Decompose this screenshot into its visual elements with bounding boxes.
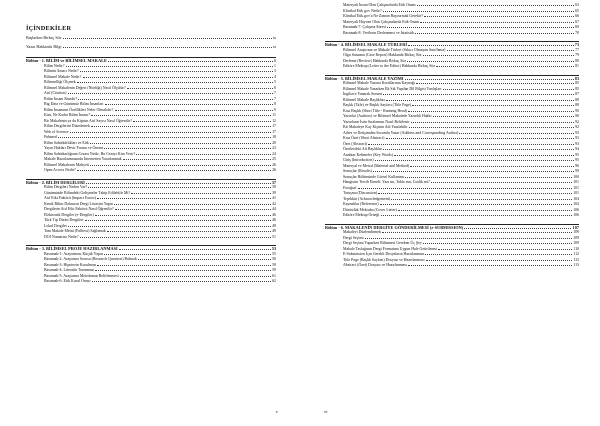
entry-title: Bilimsel Makale Nedir? [44,74,82,79]
dot-leader [386,138,574,139]
entry-title: Kim, Ne Kadar Bilim İnsanı? [44,113,90,117]
dot-leader [127,88,273,89]
dot-leader [394,155,574,156]
dot-leader [423,55,574,56]
entry-title: Big Data ve Günümüz Bilim İnsanları [44,102,104,106]
entry-page-number: 46 [272,212,276,217]
entry-title: Bilimsel Makalenin Maliyeti [44,162,89,167]
entry-title: Open Access Nedir? [44,168,76,172]
entry-title: Klinikal Etik gov Nedir? [343,8,382,13]
entry-title: Başlık (Title) ve Başlık Sayfası (Title Page) [343,103,412,107]
entry-page-number: 9 [274,107,276,112]
entry-page-number: 81 [575,64,579,68]
entry-page-number: 8 [274,102,276,106]
entry-page-number: 93 [575,136,579,140]
entry-title: Basamak-5: Araştırma Metodunun Belirlenmesi [44,273,119,278]
entry-page-number: 106 [573,207,579,212]
dot-leader [378,193,572,194]
entry-title: Klinikal Etik.gov'a Ne Zaman Başvurmak Gerekir? [343,14,424,18]
dot-leader [412,105,574,106]
entry-title: Basamak-3: Hipotezin Kurulması [44,262,97,267]
entry-title: Hangisini Tercih Etmeli: Yazı mı, Tablo mu, Grafik mi? [343,180,430,184]
entry-title: Bir Makaleye Kaç Kişinin Adı Yazılabilir [343,125,408,129]
dot-leader [104,148,271,149]
entry-page-number: 77 [575,47,579,52]
entry-title: Bölüm - 6. MAKALENİN DERGİYE GÖNDERİLMESİ (e-SUBMISSION) [325,224,464,230]
entry-title: Sonuçlar Bölümünde Görsel Kullanımı [343,174,405,179]
dot-leader [358,188,572,189]
dot-leader [464,228,571,229]
dot-leader [365,238,572,239]
entry-page-number: 96 [575,163,579,168]
entry-page-number: 6 [274,85,276,90]
dot-leader [115,110,273,111]
entry-page-number: 70 [575,30,579,35]
dot-leader [417,5,574,6]
dot-leader [416,83,574,84]
entry-page-number: 17 [272,124,276,128]
entry-title: Elektronik Dergiler (e-Dergiler) [44,212,94,217]
entry-page-number: 39 [272,190,276,195]
entry-title: Bilimsel Makale Yazarken İlk Sık Yapılan Dil Bilgisi Yanlışları [343,86,442,91]
dot-leader [138,259,271,260]
entry-page-number: 56 [272,257,276,261]
entry-page-number: 92 [575,125,579,129]
entry-title: Basamak-6: Etik Kurul Onayı [44,279,91,283]
dot-leader [58,137,271,138]
entry-page-number: 73 [574,42,579,47]
entry-page-number: 55 [272,251,276,256]
entry-page-number: 110 [573,246,579,251]
entry-title: Editöre Mektup (Letter to the Editor) Hakkında Birkaç Söz [343,64,436,68]
dot-leader [63,47,272,48]
entry-page-number: 95 [575,158,579,162]
dot-leader [133,121,271,122]
dot-leader [123,159,271,160]
entry-page-number: 93 [575,141,579,146]
dot-leader [391,199,572,200]
entry-title: Title Page (Başlık Sayfası) Dosyası ve Hazırlanması [343,257,425,262]
entry-title: Bilimin Amacı Nedir? [44,69,79,73]
entry-page-number: 48 [272,223,276,228]
dot-leader [383,94,574,95]
dot-leader [97,198,271,199]
entry-page-number: 79 [575,53,579,57]
dot-leader [410,166,574,167]
entry-title: Adres ve İletişimden Sorumlu Yazar (Address and Corresponding Author) [343,130,459,135]
dot-leader [68,226,271,227]
entry-page-number: 104 [573,196,579,201]
entry-page-number: 53 [271,246,276,251]
entry-page-number: 17 [272,129,276,134]
dot-leader [80,71,273,72]
entry-page-number: 99 [575,169,579,173]
entry-title: Basamak-2: Araştırma Sorusu (Research Question) Bulmak [44,257,137,261]
entry-title: Sonuçlar (Results) [343,169,372,173]
entry-page-number: 37 [271,179,276,185]
entry-title: Abstract (Özet) Dosyası ve Hazırlanması [343,263,407,267]
entry-title: Bilim İnsanı Kimdir? [44,96,78,101]
entry-page-number: 88 [575,97,579,102]
dot-leader [375,160,574,161]
entry-title: Yayın Hakları Devir Formu ve Önemi [44,146,104,150]
dot-leader [95,270,271,271]
entry-page-number: 113 [573,257,579,262]
dot-leader [80,237,271,238]
left-column [26,24,276,290]
entry-page-number: 20 [272,140,276,145]
entry-title: Yazar Hakkında Bilgi [26,43,62,49]
dot-leader [433,116,574,117]
entry-page-number: 93 [575,130,579,135]
entry-page-number: 113 [573,263,579,267]
dot-leader [85,220,271,221]
dot-leader [411,122,574,123]
entry-page-number: 101 [573,185,579,190]
dot-leader [105,104,273,105]
entry-page-number: 101 [573,180,579,184]
entry-title: Bilimsel Araştırma ve Makale Türleri (Sıkıcı Olmayan Sınıflama) [343,47,446,52]
dot-leader [68,93,273,94]
entry-page-number: 66 [575,14,579,18]
entry-title: Anahtar Kelimeler (Key Words) [343,152,394,157]
entry-title: Dergi Seçimi Yaparken Bilinmesi Gereken Üç Şey [343,241,422,245]
entry-title: Atıf Etki Faktörü (Impact Factor) [44,196,97,200]
dot-leader [91,126,271,127]
entry-page-number: 85 [575,81,579,85]
entry-title: Atıf (Citation) [44,91,67,95]
entry-page-number: 85 [575,86,579,91]
entry-page-number: 107 [572,224,579,230]
entry-page-number: 109 [573,235,579,240]
dot-leader [97,265,270,266]
page-number-right: vi [324,409,328,414]
entry-title: Bölüm - 1. BİLİM ve BİLİMSEL MAKALE [26,58,107,63]
entry-title: Basamak-7: Çalışma Süresi [343,25,387,29]
entry-title: E-Submission İçin Gerekli Dosyaların Hazırlanması [343,252,425,256]
entry-title: Bilim Sahtekârlıkları ve Etik [44,140,89,145]
dot-leader [405,79,574,80]
entry-title: Lokal Dergiler [44,223,67,228]
entry-title: Bölüm - 2. BİLİM DERGİLERİ [26,179,85,185]
entry-title: Basamak-1: Araştırması Küçük Yapın [44,251,103,256]
entry-page-number: 109 [573,241,579,245]
entry-title: Yazarlar (Authors) ve Bilimsel Makalede Yazarlık Hakkı [343,114,432,118]
entry-page-number: 39 [272,185,276,189]
entry-title: Tam Makale Metni (Fulltext) Sağlamak [44,229,106,233]
dot-leader [431,182,572,183]
entry-page-number: 112 [573,252,579,256]
dot-leader [104,254,271,255]
dot-leader [424,16,574,17]
entry-page-number: 44 [272,207,276,211]
dot-leader [83,77,273,78]
right-column [325,3,579,274]
entry-title: Dergi Seçimi [343,235,364,240]
entry-page-number: 67 [575,19,579,24]
entry-page-number: 65 [575,8,579,13]
entry-page-number: 104 [573,202,579,206]
dot-leader [423,243,572,244]
entry-title: Makale Hazırlanmasında İnternetten Yararlanmak [44,157,122,161]
entry-title: Bilim Dergileri Neden Var? [44,185,87,189]
dot-leader [383,149,574,150]
entry-title: Türk Tıp Dizini Dergileri [44,218,84,222]
dot-leader [415,33,574,34]
entry-page-number: 4 [274,74,276,79]
entry-title: Bilim Dergilerini Dizinlemek [44,124,90,128]
right-entries [325,3,579,274]
entry-page-number: 25 [272,157,276,161]
dot-leader [420,22,574,23]
entry-title: Makaleyi Düzlendirmek [343,230,381,234]
entry-title: Günümüzde Bilimdeki Gelişmeler Takip Edilebilir Mi? [44,190,131,195]
dot-leader [114,204,271,205]
entry-page-number: 41 [272,196,276,200]
dot-leader [88,187,271,188]
dot-leader [425,254,572,255]
entry-title: Basamak-8: Verilerin Derlenmesi ve İstatistik [343,30,415,35]
entry-title: Bölüm - 4. BİLİMSEL MAKALE TÜRLERİ [325,42,408,47]
dot-leader [436,66,574,67]
dot-leader [383,11,574,12]
entry-title: Kaynaklar (Reference) [343,202,379,206]
dot-leader [77,82,273,83]
toc-title: İÇİNDEKİLER [26,25,72,32]
left-entries [26,35,276,290]
entry-page-number: 62 [272,279,276,283]
dot-leader [373,171,574,172]
dot-leader [408,45,573,46]
entry-title: Basamak-4: Literatür Taranması [44,268,95,272]
dot-leader [119,249,271,250]
entry-title: Kısa Özet (Short Abstract) [343,136,385,140]
entry-page-number: 3 [274,69,276,73]
dot-leader [86,183,270,184]
entry-page-number: 7 [274,96,276,101]
dot-leader [380,204,572,205]
entry-page-number: 83 [574,75,579,81]
entry-page-number: 100 [573,174,579,179]
entry-title: Bilim Nedir? [44,63,65,68]
dot-leader [120,276,271,277]
dot-leader [92,281,271,282]
dot-leader [438,249,572,250]
entry-title: Bölüm - 3. BİLİMSEL PROJE HAZIRLANMASI [26,246,118,251]
entry-page-number: 90 [575,114,579,118]
dot-leader [90,165,271,166]
dot-leader [408,111,574,112]
entry-page-number: 95 [575,152,579,157]
entry-page-number: 106 [573,213,579,217]
entry-title: Olgu Sunumu (Case Report) Hakkında Birkaç Söz [343,53,422,57]
entry-title: Dergilerin Atıf Etki Faktörü Nasıl Öğrenilir? [44,207,114,211]
dot-leader [447,50,574,51]
dot-leader [408,265,572,266]
entry-page-number: 88 [575,103,579,107]
entry-title: Materyal ve Metod (Material and Method) [343,163,410,168]
entry-page-number: 5 [274,80,276,84]
dot-leader [78,99,272,100]
entry-title: Bölüm - 5. BİLİMSEL MAKALE YAZIMI [325,75,404,81]
entry-page-number: 63 [575,3,579,7]
dot-leader [387,27,574,28]
entry-page-number: 87 [575,92,579,96]
entry-page-number: 69 [575,25,579,29]
entry-page-number: 11 [272,113,276,117]
spacer [325,269,579,274]
dot-leader [386,100,574,101]
entry-page-number: 49 [272,229,276,233]
dot-leader [405,177,572,178]
entry-page-number: 23 [272,146,276,150]
entry-page-number: xi [272,43,276,49]
entry-title: Makale Tasluğının Dergi Formatına Uygun Hale Getirilmesi [343,246,438,251]
entry-title: Özetlerdeki Alt Başlıklar [343,147,382,151]
dot-leader [115,209,271,210]
entry-title: Giriş (Introduction) [343,158,374,162]
entry-page-number: 51 [272,234,276,239]
entry-title: Tartışma (Discussion) [343,191,378,195]
entry-title: Başlarken Birkaç Söz [26,35,62,40]
entry-title: Kendi Bilim Dalınızın Dergi Listesini Yapın [44,201,113,206]
entry-title: Bilimsel Makale Yazımı Kurallarının Kaynağı [343,81,415,85]
entry-page-number: 101 [573,191,579,195]
entry-page-number: ix [272,35,276,40]
entry-title: Materyali Hayvan Olan Çalışmalarda Etik Onam [343,19,420,24]
dot-leader [136,154,271,155]
entry-page-number: 109 [573,230,579,234]
entry-page-number: 92 [575,119,579,124]
entry-page-number: 46 [272,218,276,222]
dot-leader [131,193,271,194]
dot-leader [90,143,271,144]
page-number-left: v [275,409,278,414]
entry-page-number: 24 [272,151,276,156]
entry-title: İngilizce Yazmak Sorunu [343,92,383,96]
entry-title: Editöre Mektup Örneği [343,213,380,217]
dot-leader [107,231,271,232]
entry-title: Bilim İnsanının Özellikleri Neler Olmalıdır? [44,107,114,112]
dot-leader [70,132,271,133]
entry-page-number: 61 [272,273,276,278]
entry-page-number: 58 [272,262,276,267]
entry-title: Yazarların İsim Sıralaması Nasıl Belirlenir [343,119,410,124]
entry-page-number: 18 [272,135,276,139]
entry-title: Materyali İnsan Olan Çalışmalarda Etik Onam [343,3,416,7]
entry-title: Bilimselliği Ölçmek [44,80,76,84]
entry-page-number: 26 [272,162,276,167]
entry-title: Kısa Başlık (Short Title - Running Head) [343,108,407,113]
entry-page-number: 26 [272,168,276,172]
entry-title: Derleme (Review) Hakkında Birkaç Söz [343,58,407,63]
entry-title: Bilim Sahtekarlığının Cezası Nedir, Bu Cezayı Kim Verir? [44,151,136,156]
dot-leader [66,66,273,67]
dot-leader [398,210,572,211]
dot-leader [407,61,574,62]
dot-leader [77,170,271,171]
entry-title: Özet (Abstract) [343,141,368,146]
entry-title: Pubmed [44,135,57,139]
entry-page-number: 90 [575,108,579,113]
dot-leader [95,215,271,216]
entry-title: Bilimsel Makale Başlıkları [343,97,385,102]
entry-title: DOI Numarası Nedir? [44,234,79,239]
dot-leader [108,61,273,62]
entry-page-number: 42 [272,201,276,206]
entry-page-number: 80 [575,58,579,63]
entry-page-number: 1 [274,63,276,68]
entry-page-number: 12 [272,118,276,123]
dot-leader [368,144,574,145]
entry-page-number: 1 [273,58,276,63]
entry-page-number: 59 [272,268,276,272]
entry-page-number: 94 [575,147,579,151]
dot-leader [409,127,574,128]
entry-title: Dürüstlük Mektubu (Cover Letter) [343,207,397,212]
dot-leader [63,38,272,39]
entry-title: Bir Makalenin ya da Kişinin Atıf Sayısı Nasıl Öğrenilir? [44,118,132,123]
entry-title: Bilimsel Makalenin Değeri (Niteliği) Nasıl Ölçülür? [44,85,126,90]
right-page [300,0,600,426]
entry-title: Teşekkür (Acknowledgement) [343,196,391,201]
dot-leader [382,232,572,233]
entry-title: Web of Science [44,129,69,134]
dot-leader [91,115,271,116]
entry-page-number: 7 [274,91,276,95]
dot-leader [426,260,572,261]
dot-leader [459,133,573,134]
entry-title: Fotoğraf [343,185,357,190]
dot-leader [443,89,574,90]
dot-leader [381,215,572,216]
spacer [26,285,276,290]
